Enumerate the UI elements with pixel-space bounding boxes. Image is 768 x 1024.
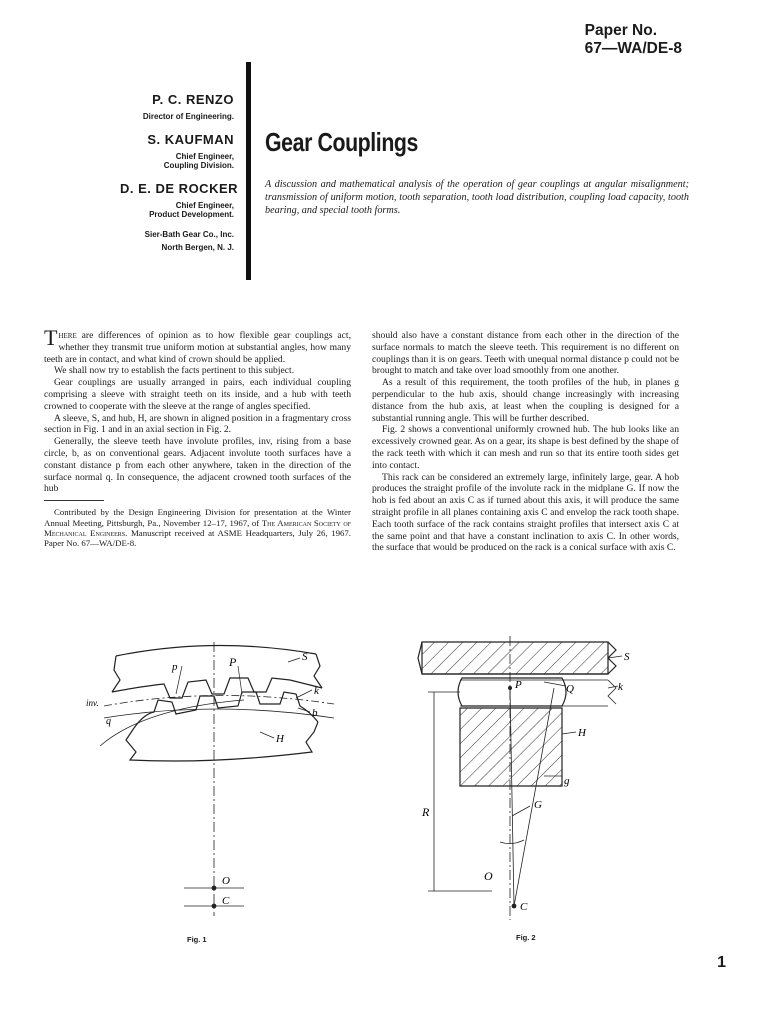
paper-number: [585, 22, 682, 58]
sleeve-break-left: [112, 656, 120, 692]
label-g-small: g: [564, 775, 570, 787]
paragraph-text: are differences of opinion as to how flexible gear couplings act, whether they transmit true uniform motion at substantial angles, how many teeth are in contact, and what kind of crown should be applied.: [44, 330, 351, 365]
label-c: C: [520, 901, 528, 913]
angle-arc: [500, 840, 524, 844]
label-h: H: [578, 727, 586, 739]
leader-s: [288, 658, 300, 662]
author-kaufman: [120, 132, 234, 171]
author-name: D. E. DE ROCKER: [120, 180, 239, 196]
sleeve-tooth-band: [460, 680, 608, 706]
paper-number-line2: 67—WA/DE-8: [584, 40, 682, 57]
sleeve-break-left: [418, 642, 422, 674]
right-column: [372, 330, 679, 554]
paragraph: As a result of this requirement, the tooth profiles of the hub, in planes g perpendicular to the hub axis, should change increasingly with increasing distance from the hub axis, at least when the coupling is designed for a substantial running angle. This will be further described.: [372, 377, 679, 424]
leader-h: [562, 732, 576, 734]
label-p-small: p: [172, 661, 178, 673]
author-block: [120, 92, 239, 253]
paragraph: Fig. 2 shows a conventional uniformly crowned hub. The hub looks like an excessively crowned gear. As on a gear, its shape is best defined by the shape of the rack teeth with which it can mesh and run so that its entire tooth sides get into contact.: [372, 424, 679, 471]
affiliation-line1: Sier-Bath Gear Co., Inc.: [144, 229, 234, 239]
label-r: R: [422, 805, 430, 819]
label-inv: inv.: [86, 698, 99, 708]
figure-1: [84, 636, 354, 936]
author-role: Chief Engineer,: [175, 200, 234, 210]
label-k: k: [314, 685, 319, 697]
label-q: q: [106, 716, 111, 727]
label-o: O: [222, 875, 230, 887]
paragraph: [44, 325, 351, 365]
figure-2: [412, 636, 662, 926]
abstract: A discussion and mathematical analysis of the operation of gear couplings at angular misalignment; transmission of uniform motion, tooth separation, tooth load distribution, coupling load capacity, tooth bearing, and special tooth forms.: [265, 179, 689, 216]
point-c: [512, 904, 517, 909]
footnote-rule: [44, 500, 104, 501]
leader-k: [296, 690, 312, 698]
society-name: The American Society of Mechanical Engineers: [44, 517, 351, 538]
hub-teeth: [134, 692, 318, 728]
paragraph: should also have a constant distance from each other in the direction of the surface normals to match the sleeve teeth. This requirement is no different on couplings than it is on gears. Teeth with unequal normal distance p could not be brought to match and take over load smoothly from one another.: [372, 330, 679, 377]
label-s: S: [302, 651, 308, 663]
label-b: b: [312, 707, 318, 719]
label-s: S: [624, 651, 630, 663]
label-h: H: [276, 733, 284, 745]
footnote-text: . Manuscript received at ASME Headquarters, July 26, 1967. Paper No. 67—WA/DE-8.: [44, 527, 352, 549]
sleeve-teeth: [112, 678, 322, 698]
page-number: 1: [717, 954, 726, 971]
label-k: k: [618, 681, 623, 693]
vertical-rule: [246, 62, 251, 280]
base-circle: [104, 709, 334, 718]
label-p-big: P: [229, 655, 237, 669]
paragraph: A sleeve, S, and hub, H, are shown in aligned position in a fragmentary cross section in Fig. 1 and in an axial section in Fig. 2.: [44, 412, 351, 436]
involute-curve: [100, 700, 244, 746]
figure-2-caption: Fig. 2: [516, 933, 536, 942]
point-c: [212, 904, 217, 909]
author-name: P. C. RENZO: [152, 92, 234, 107]
band-break: [608, 680, 616, 704]
label-q: Q: [566, 683, 574, 695]
sleeve-outer-arc: [116, 645, 316, 656]
paper-title: Gear Couplings: [265, 127, 418, 157]
label-c: C: [222, 895, 230, 907]
paper-number-line1: Paper No.: [584, 22, 658, 39]
author-renzo: [120, 92, 234, 122]
footnote-text: Contributed by the Design Engineering Division for presentation at the Winter Annual Meeting, Pittsburgh, Pa., November 12–17, 1967, of: [44, 507, 351, 528]
paragraph: Gear couplings are usually arranged in pairs, each individual coupling comprising a sleeve with straight teeth on its inside, and a hub with teeth crowned to cooperate with the sleeve at the range of angles specified.: [44, 377, 351, 412]
point-o: [212, 886, 217, 891]
paragraph: This rack can be considered an extremely large, infinitely large, gear. A hob produces the straight profile of the involute rack in the midplane G. If now the hob is fed about an axis C as if turned about this axis, it will produce the same straight profile in all planes containing axis C and envelop the rack tooth shape. Each tooth surface of the rack contains straight profiles that intersect axis C at the same point and that have a constant inclination to axis C. In other words, the surface that would be produced on the rack is a conical surface with axis C.: [372, 471, 679, 554]
sleeve-section: [422, 642, 608, 674]
smallcaps-lead: here: [58, 330, 77, 341]
point-p: [508, 686, 512, 690]
author-de-rocker: [120, 180, 239, 220]
paragraph: We shall now try to establish the facts pertinent to this subject.: [54, 365, 295, 377]
author-role: Product Development.: [149, 210, 234, 219]
crowned-tooth: [458, 678, 566, 706]
leader-g-big: [512, 806, 530, 816]
drop-cap: T: [44, 325, 58, 350]
author-role: Director of Engineering.: [142, 112, 234, 121]
leader-q: [544, 682, 566, 686]
left-column: [44, 325, 352, 549]
label-g-big: G: [534, 799, 542, 811]
leader-P: [238, 666, 242, 694]
leader-k: [608, 686, 618, 688]
label-o: O: [484, 869, 493, 883]
label-p: P: [515, 679, 522, 691]
sleeve-break-right: [314, 654, 322, 688]
figure-1-caption: Fig. 1: [187, 935, 207, 944]
author-name: S. KAUFMAN: [147, 131, 234, 147]
leader-h: [260, 732, 274, 738]
footnote: [44, 507, 351, 549]
author-role: Coupling Division.: [163, 161, 234, 170]
paragraph: Generally, the sleeve teeth have involute profiles, inv, rising from a base circle, b, as on conventional gears. Adjacent involute tooth surfaces have a constant distance p from each other anywhere, taken in the direction of the surface normal q. In consequence, the adjacent crowned tooth surfaces of the hub: [44, 436, 351, 495]
author-role: Chief Engineer,: [175, 151, 234, 161]
affiliation-line2: North Bergen, N. J.: [161, 243, 234, 252]
hub-outline: [126, 722, 318, 761]
